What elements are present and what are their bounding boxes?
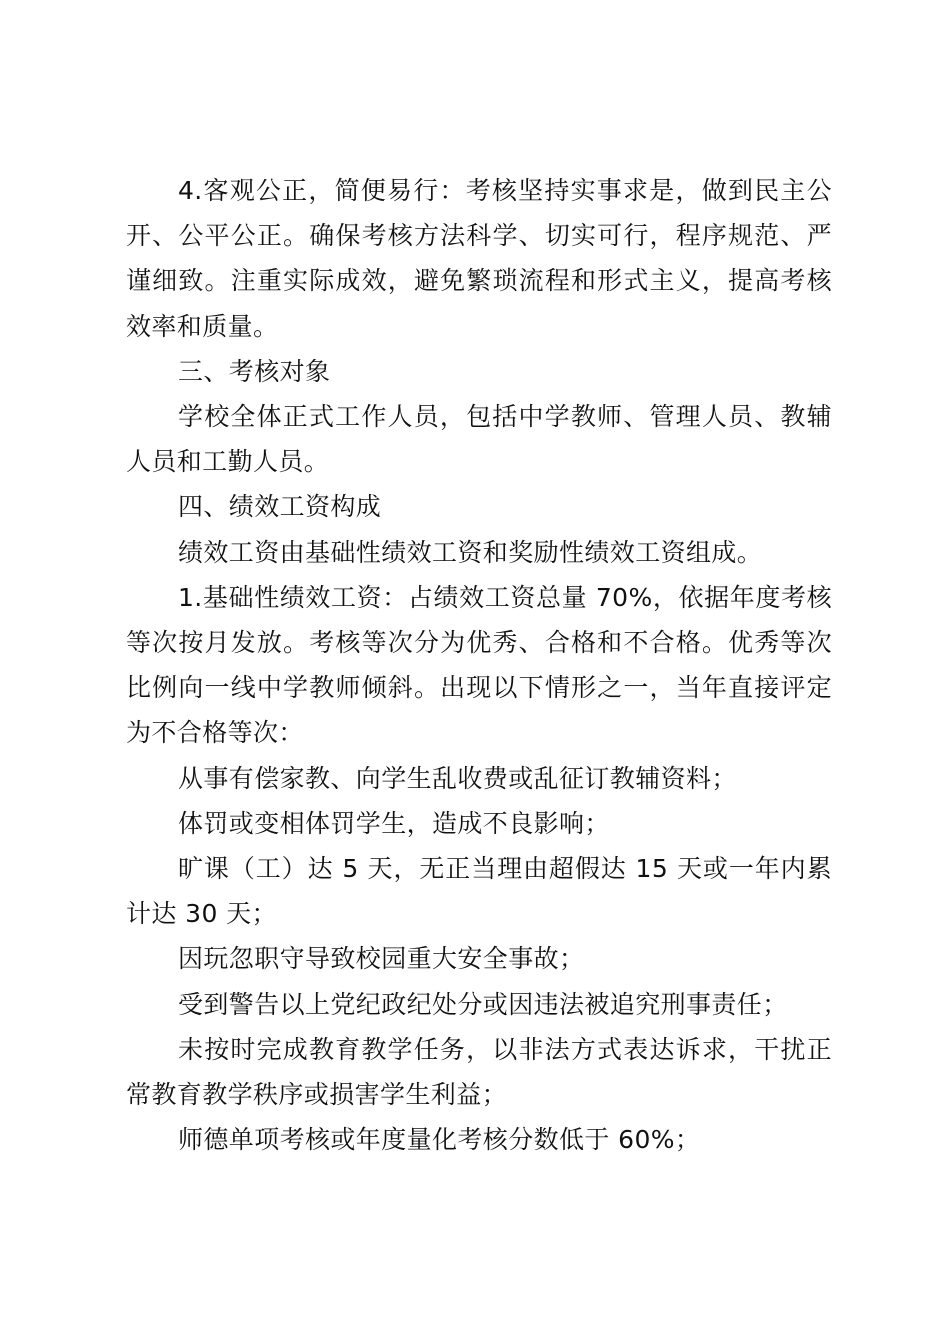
section-heading-assessment-targets: 三、考核对象 <box>178 356 331 386</box>
list-item-disciplinary-sanction: 受到警告以上党纪政纪处分或因违法被追究刑事责任； <box>178 989 788 1019</box>
list-item-low-score: 师德单项考核或年度量化考核分数低于 60%； <box>178 1125 701 1155</box>
list-item-corporal-punishment: 体罚或变相体罚学生，造成不良影响； <box>178 808 610 838</box>
list-item-teaching-duties: 未按时完成教育教学任务，以非法方式表达诉求，干扰正常教育教学秩序或损害学生利益； <box>126 1034 832 1110</box>
list-item-paid-tutoring: 从事有偿家教、向学生乱收费或乱征订教辅资料； <box>178 763 737 793</box>
list-item-safety-accident: 因玩忽职守导致校园重大安全事故； <box>178 944 585 974</box>
paragraph-basic-performance-pay: 1.基础性绩效工资：占绩效工资总量 70%，依据年度考核等次按月发放。考核等次分为优秀、合格和不合格。优秀等次比例向一线中学教师倾斜。出现以下情形之一，当年直接评定为不合格等次： <box>126 582 832 748</box>
paragraph-performance-pay-composition: 绩效工资由基础性绩效工资和奖励性绩效工资组成。 <box>178 537 763 567</box>
paragraph-assessment-targets: 学校全体正式工作人员，包括中学教师、管理人员、教辅人员和工勤人员。 <box>126 402 832 477</box>
section-heading-performance-pay: 四、绩效工资构成 <box>178 492 382 522</box>
list-item-absenteeism: 旷课（工）达 5 天，无正当理由超假达 15 天或一年内累计达 30 天； <box>126 854 832 929</box>
paragraph-principle-4: 4.客观公正，简便易行：考核坚持实事求是，做到民主公开、公平公正。确保考核方法科学、切实可行，程序规范、严谨细致。注重实际成效，避免繁琐流程和形式主义，提高考核效率和质量。 <box>126 176 832 341</box>
document-body <box>126 168 832 1162</box>
